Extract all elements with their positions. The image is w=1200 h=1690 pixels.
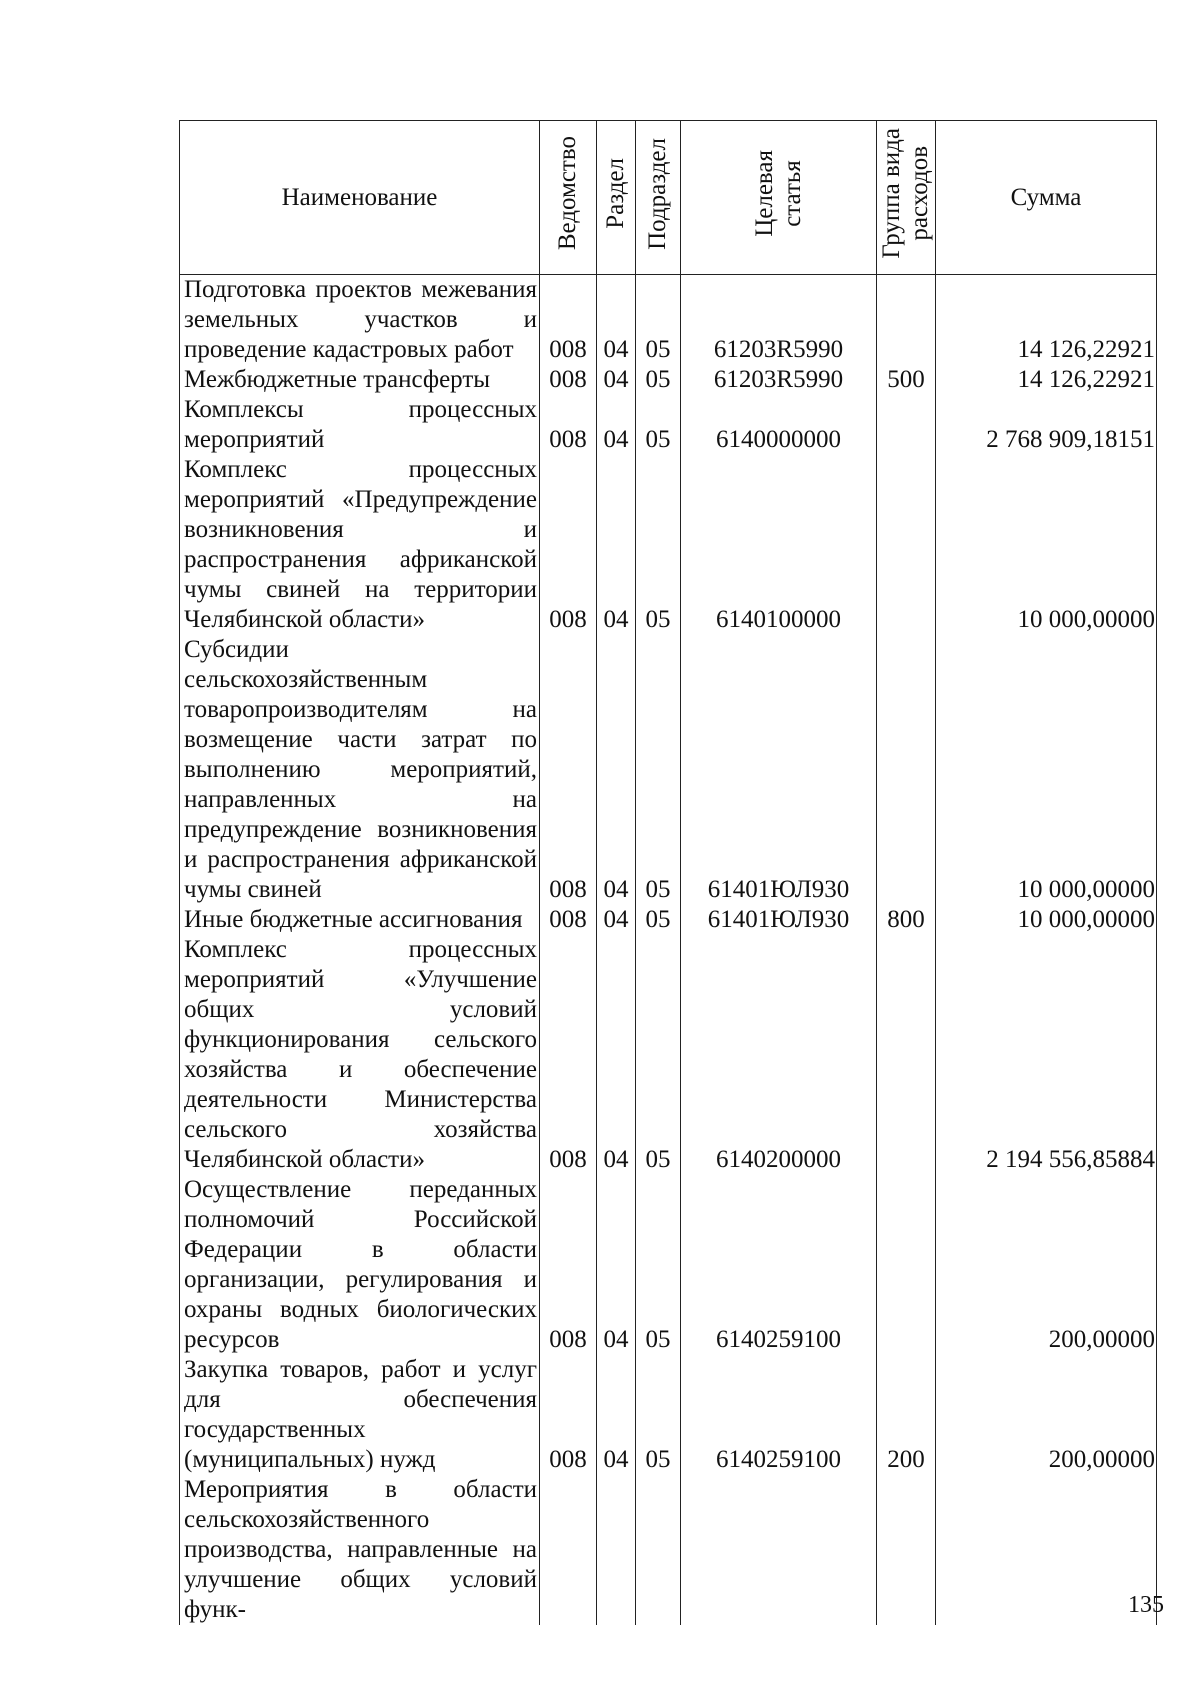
podrazdel-cell: 05 xyxy=(636,635,681,905)
razdel-cell: 04 xyxy=(597,365,636,395)
gruppa-cell xyxy=(877,1475,936,1625)
row-name-cell: Закупка товаров, работ и услуг для обеспечения государственных (муниципальных) нужд xyxy=(180,1355,540,1475)
podrazdel-cell: 05 xyxy=(636,1355,681,1475)
header-podrazdel: Подраздел xyxy=(636,121,681,275)
gruppa-cell xyxy=(877,275,936,366)
gruppa-cell: 200 xyxy=(877,1355,936,1475)
summa-cell: 10 000,00000 xyxy=(936,905,1157,935)
celevaya-statya-cell xyxy=(681,1475,877,1625)
row-name-cell: Иные бюджетные ассигнования xyxy=(180,905,540,935)
summa-cell: 2 768 909,18151 xyxy=(936,395,1157,455)
summa-cell xyxy=(936,1475,1157,1625)
summa-cell: 200,00000 xyxy=(936,1355,1157,1475)
page-number: 135 xyxy=(1128,1592,1164,1618)
summa-cell: 2 194 556,85884 xyxy=(936,935,1157,1175)
table-header xyxy=(180,121,1157,275)
table-row xyxy=(180,395,1157,455)
razdel-cell: 04 xyxy=(597,455,636,635)
vedomstvo-cell xyxy=(540,1475,597,1625)
table-row xyxy=(180,275,1157,366)
header-razdel: Раздел xyxy=(597,121,636,275)
vedomstvo-cell: 008 xyxy=(540,455,597,635)
vedomstvo-cell: 008 xyxy=(540,275,597,366)
razdel-cell: 04 xyxy=(597,635,636,905)
podrazdel-cell: 05 xyxy=(636,1175,681,1355)
table-row xyxy=(180,1475,1157,1625)
row-name-cell: Субсидии сельскохозяйственным товаропроизводителям на возмещение части затрат по выполнению мероприятий, направленных на предупреждение возникновения и распространения африканской чумы свиней xyxy=(180,635,540,905)
vedomstvo-cell: 008 xyxy=(540,905,597,935)
header-celevaya-statya: Целевая статья xyxy=(681,121,877,275)
table-row xyxy=(180,1355,1157,1475)
gruppa-cell xyxy=(877,635,936,905)
summa-cell: 14 126,22921 xyxy=(936,275,1157,366)
podrazdel-cell: 05 xyxy=(636,935,681,1175)
celevaya-statya-cell: 61401ЮЛ930 xyxy=(681,635,877,905)
celevaya-statya-cell: 6140200000 xyxy=(681,935,877,1175)
row-name-cell: Мероприятия в области сельскохозяйственного производства, направленные на улучшение общих условий функ- xyxy=(180,1475,540,1625)
row-name-cell: Комплекс процессных мероприятий «Предупреждение возникновения и распространения африканской чумы свиней на территории Челябинской области» xyxy=(180,455,540,635)
row-name-cell: Комплекс процессных мероприятий «Улучшение общих условий функционирования сельского хозяйства и обеспечение деятельности Министерства сельского хозяйства Челябинской области» xyxy=(180,935,540,1175)
razdel-cell: 04 xyxy=(597,1355,636,1475)
header-gruppa-vida-rashodov: Группа вида расходов xyxy=(877,121,936,275)
podrazdel-cell: 05 xyxy=(636,275,681,366)
razdel-cell: 04 xyxy=(597,935,636,1175)
celevaya-statya-cell: 6140100000 xyxy=(681,455,877,635)
summa-cell: 200,00000 xyxy=(936,1175,1157,1355)
razdel-cell xyxy=(597,1475,636,1625)
razdel-cell: 04 xyxy=(597,275,636,366)
vedomstvo-cell: 008 xyxy=(540,935,597,1175)
celevaya-statya-cell: 61203R5990 xyxy=(681,275,877,366)
gruppa-cell xyxy=(877,1175,936,1355)
podrazdel-cell: 05 xyxy=(636,395,681,455)
podrazdel-cell: 05 xyxy=(636,455,681,635)
razdel-cell: 04 xyxy=(597,1175,636,1355)
razdel-cell: 04 xyxy=(597,395,636,455)
row-name-cell: Комплексы процессных мероприятий xyxy=(180,395,540,455)
razdel-cell: 04 xyxy=(597,905,636,935)
celevaya-statya-cell: 6140259100 xyxy=(681,1355,877,1475)
table-body xyxy=(180,275,1157,1626)
budget-table xyxy=(179,120,1157,1625)
row-name-cell: Межбюджетные трансферты xyxy=(180,365,540,395)
row-name-cell: Осуществление переданных полномочий Российской Федерации в области организации, регулирования и охраны водных биологических ресурсов xyxy=(180,1175,540,1355)
vedomstvo-cell: 008 xyxy=(540,365,597,395)
table-row xyxy=(180,935,1157,1175)
podrazdel-cell: 05 xyxy=(636,905,681,935)
summa-cell: 10 000,00000 xyxy=(936,635,1157,905)
celevaya-statya-cell: 61203R5990 xyxy=(681,365,877,395)
vedomstvo-cell: 008 xyxy=(540,1355,597,1475)
summa-cell: 14 126,22921 xyxy=(936,365,1157,395)
table-row xyxy=(180,365,1157,395)
podrazdel-cell xyxy=(636,1475,681,1625)
header-name: Наименование xyxy=(180,121,540,275)
gruppa-cell: 800 xyxy=(877,905,936,935)
gruppa-cell xyxy=(877,935,936,1175)
header-vedomstvo: Ведомство xyxy=(540,121,597,275)
celevaya-statya-cell: 6140000000 xyxy=(681,395,877,455)
header-summa: Сумма xyxy=(936,121,1157,275)
summa-cell: 10 000,00000 xyxy=(936,455,1157,635)
podrazdel-cell: 05 xyxy=(636,365,681,395)
gruppa-cell: 500 xyxy=(877,365,936,395)
table-row xyxy=(180,635,1157,905)
celevaya-statya-cell: 61401ЮЛ930 xyxy=(681,905,877,935)
vedomstvo-cell: 008 xyxy=(540,635,597,905)
gruppa-cell xyxy=(877,395,936,455)
gruppa-cell xyxy=(877,455,936,635)
table-row xyxy=(180,905,1157,935)
table-row xyxy=(180,455,1157,635)
vedomstvo-cell: 008 xyxy=(540,1175,597,1355)
vedomstvo-cell: 008 xyxy=(540,395,597,455)
celevaya-statya-cell: 6140259100 xyxy=(681,1175,877,1355)
row-name-cell: Подготовка проектов межевания земельных участков и проведение кадастровых работ xyxy=(180,275,540,366)
table-row xyxy=(180,1175,1157,1355)
